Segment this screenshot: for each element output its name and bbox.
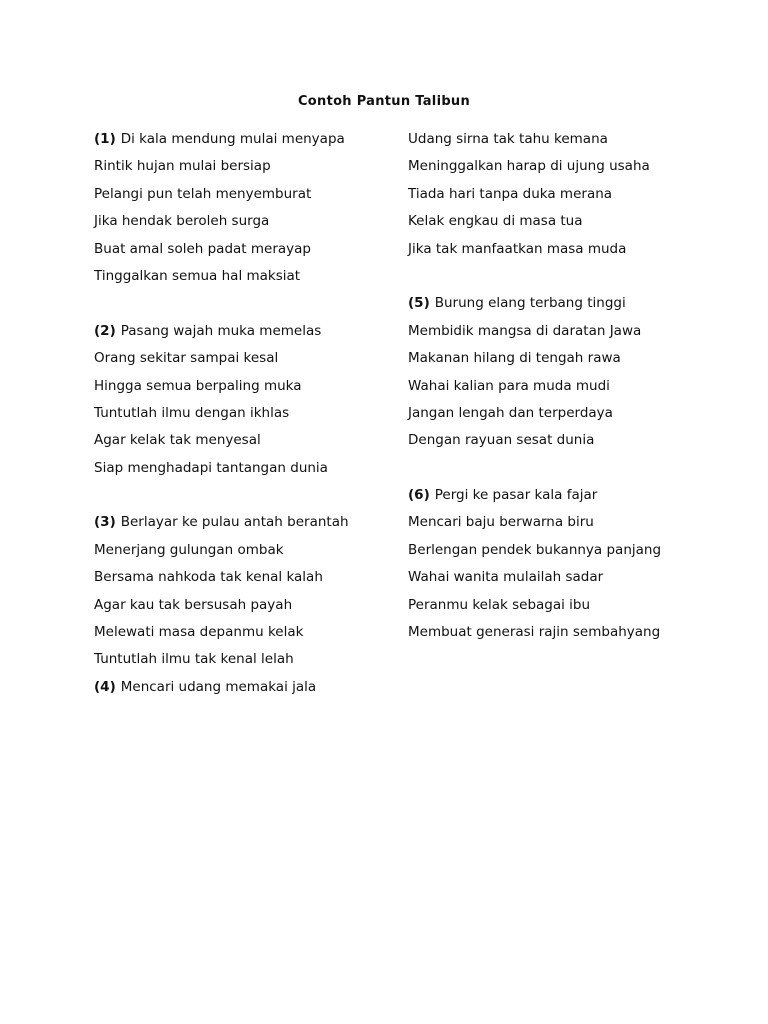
stanza-1 [94, 126, 349, 290]
stanza-line: Peranmu kelak sebagai ibu [408, 596, 591, 613]
stanza-line: Jika tak manfaatkan masa muda [408, 240, 627, 257]
stanza-spacer [94, 482, 349, 509]
stanza-spacer [408, 455, 661, 482]
stanza-2 [94, 318, 349, 482]
stanza-4-continued [408, 126, 661, 263]
stanza-line: Menerjang gulungan ombak [94, 541, 284, 558]
stanza-line: Tiada hari tanpa duka merana [408, 185, 613, 202]
stanza-line: Tuntutlah ilmu tak kenal lelah [94, 651, 294, 668]
stanza-line: Kelak engkau di masa tua [408, 213, 583, 230]
stanza-line: Makanan hilang di tengah rawa [408, 350, 621, 367]
stanza-line: Membidik mangsa di daratan Jawa [408, 322, 642, 339]
stanza-line: Wahai kalian para muda mudi [408, 377, 610, 394]
stanza-3 [94, 509, 349, 673]
stanza-line: Mencari baju berwarna biru [408, 514, 594, 531]
stanza-line: Berlengan pendek bukannya panjang [408, 541, 662, 558]
stanza-line: (4) Mencari udang memakai jala [94, 678, 317, 695]
stanza-line: (1) Di kala mendung mulai menyapa [94, 131, 345, 147]
stanza-spacer [408, 263, 661, 290]
stanza-line: Bersama nahkoda tak kenal kalah [94, 569, 323, 586]
stanza-number: (1) [94, 131, 116, 147]
stanza-line: (3) Berlayar ke pulau antah berantah [94, 514, 349, 531]
stanza-line: Buat amal soleh padat merayap [94, 240, 311, 257]
stanza-line: Udang sirna tak tahu kemana [408, 131, 608, 147]
stanza-line: Siap menghadapi tantangan dunia [94, 459, 328, 476]
stanza-number: (2) [94, 322, 116, 339]
stanza-line: Orang sekitar sampai kesal [94, 350, 279, 367]
left-column [94, 126, 349, 701]
stanza-line: Meninggalkan harap di ujung usaha [408, 158, 650, 175]
stanza-6 [408, 482, 661, 646]
stanza-line: (5) Burung elang terbang tinggi [408, 295, 626, 312]
stanza-spacer [94, 290, 349, 317]
stanza-number: (4) [94, 678, 116, 695]
stanza-line: (6) Pergi ke pasar kala fajar [408, 487, 598, 504]
stanza-line: Pelangi pun telah menyemburat [94, 185, 312, 202]
stanza-line: Agar kelak tak menyesal [94, 432, 261, 449]
stanza-line: Tinggalkan semua hal maksiat [94, 267, 301, 284]
stanza-line: Rintik hujan mulai bersiap [94, 158, 271, 175]
stanza-line: Tuntutlah ilmu dengan ikhlas [94, 404, 290, 421]
stanza-line: Dengan rayuan sesat dunia [408, 432, 595, 449]
stanza-line: Jangan lengah dan terperdaya [408, 404, 613, 421]
stanza-line: Melewati masa depanmu kelak [94, 624, 304, 641]
stanza-number: (5) [408, 295, 430, 312]
stanza-line: Membuat generasi rajin sembahyang [408, 624, 661, 641]
stanza-line: Agar kau tak bersusah payah [94, 596, 293, 613]
stanza-line: (2) Pasang wajah muka memelas [94, 322, 322, 339]
stanza-line: Hingga semua berpaling muka [94, 377, 302, 394]
stanza-number: (6) [408, 487, 430, 504]
stanza-line: Wahai wanita mulailah sadar [408, 569, 604, 586]
stanza-line: Jika hendak beroleh surga [94, 213, 270, 230]
stanza-5 [408, 290, 661, 454]
right-column [408, 126, 661, 646]
stanza-4-start [94, 674, 349, 701]
page-title: Contoh Pantun Talibun [297, 94, 471, 109]
stanza-number: (3) [94, 514, 116, 531]
